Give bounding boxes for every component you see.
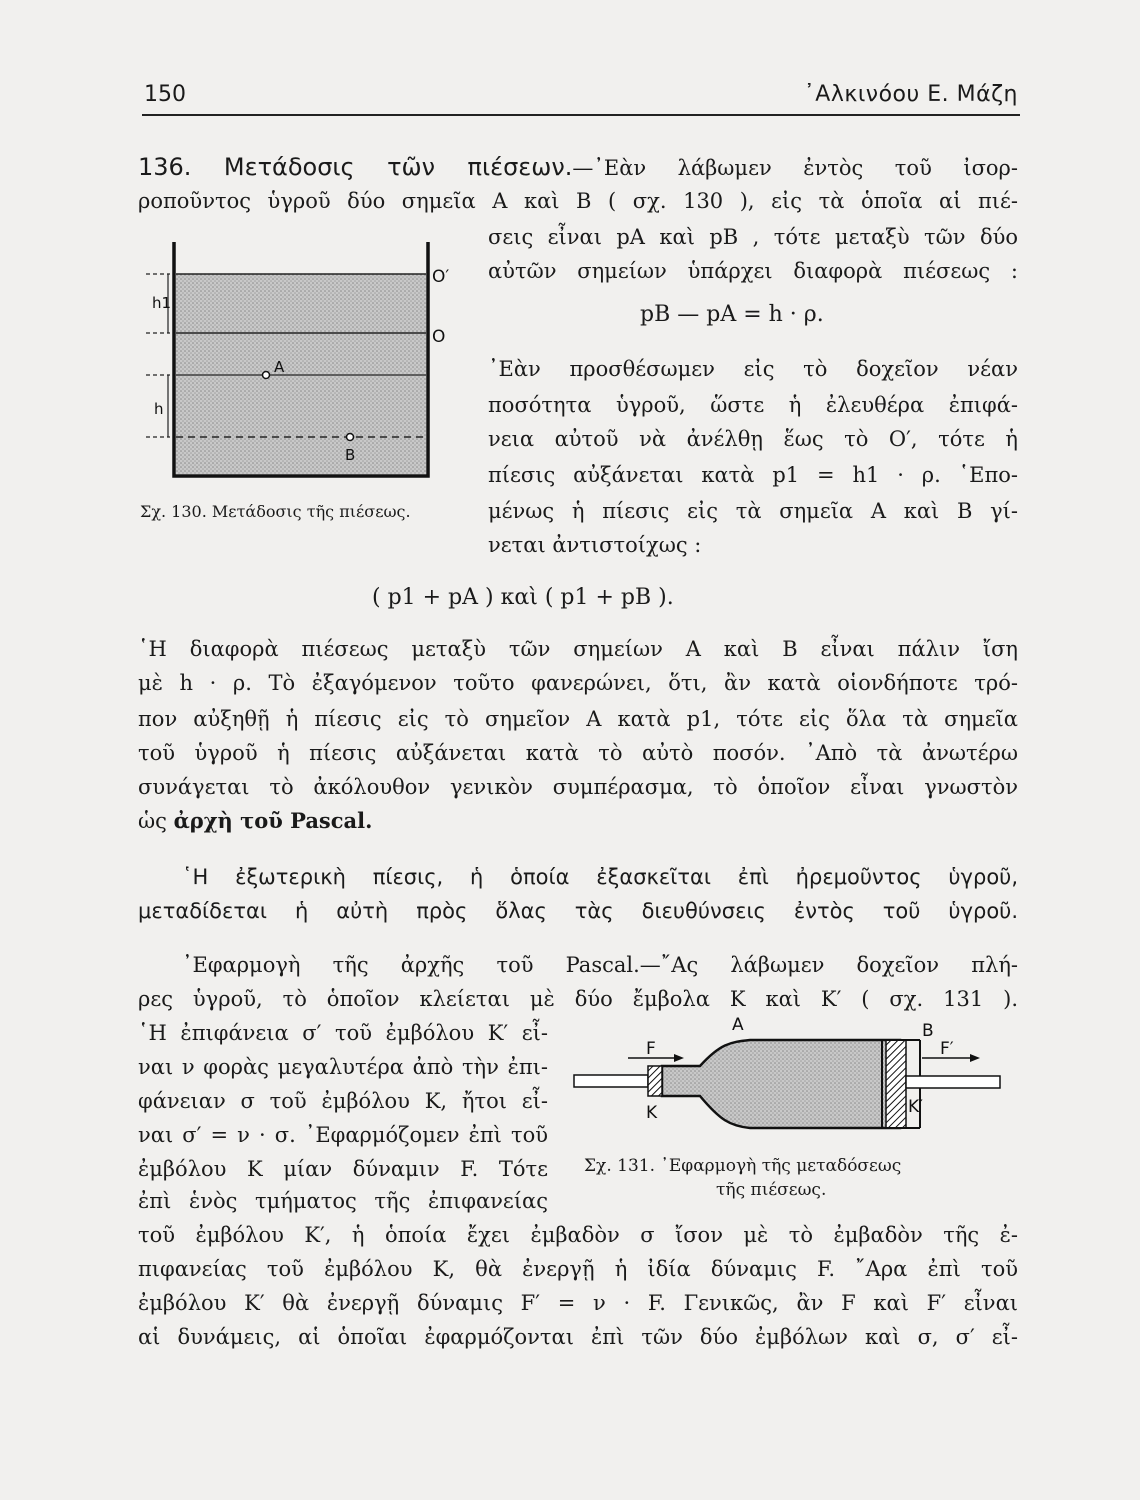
rod-small [574, 1075, 648, 1087]
label-b: B [345, 446, 356, 464]
pascal-line-start: ὡς [138, 809, 174, 833]
figure-130-caption: Σχ. 130. Μετάδοσις τῆς πιέσεως. [140, 502, 411, 521]
label-k-prime: K′ [908, 1097, 924, 1117]
label-a: A [732, 1015, 744, 1035]
paragraph-line: ἐμβόλου Κ μίαν δύναμιν F. Τότε [138, 1157, 548, 1181]
paragraph-line: μὲ h · ρ. Τὸ ἐξαγόμενον τοῦτο φανερώνει, ὅτι, ἂν κατὰ οἱονδήποτε τρό- [138, 671, 1018, 695]
paragraph-line: πιφανείας τοῦ ἐμβόλου Κ, θὰ ἐνεργῇ ἡ ἰδία δύναμις F. ῎Αρα ἐπὶ τοῦ [138, 1257, 1018, 1281]
figure-131-caption-line2: τῆς πιέσεως. [716, 1180, 827, 1200]
paragraph-line: τοῦ ὑγροῦ ἡ πίεσις αὐξάνεται κατὰ τὸ αὐτὸ ποσόν. ᾿Απὸ τὰ ἀνωτέρω [138, 741, 1018, 765]
label-f-prime: F′ [940, 1039, 954, 1059]
point-a [263, 372, 270, 379]
paragraph-line: ῾Η διαφορὰ πιέσεως μεταξὺ τῶν σημείων Α καὶ Β εἶναι πάλιν ἴση [138, 637, 1018, 661]
paragraph-line: τοῦ ἐμβόλου Κ′, ἡ ὁποία ἔχει ἐμβαδὸν σ ἴσον μὲ τὸ ἐμβαδὸν τῆς ἐ- [138, 1223, 1018, 1247]
rod-large [906, 1076, 1000, 1088]
label-b: B [922, 1021, 934, 1041]
figure-131-caption-line1: Σχ. 131. ᾿Εφαρμογὴ τῆς μεταδόσεως [584, 1156, 902, 1176]
pascal-line [138, 806, 1018, 836]
label-a: A [274, 358, 285, 376]
paragraph-line: αἱ δυνάμεις, αἱ ὁποῖαι ἐφαρμόζονται ἐπὶ τῶν δύο ἐμβόλων καὶ σ, σ′ εἶ- [138, 1325, 1018, 1349]
paragraph-line: αὐτῶν σημείων ὑπάρχει διαφορὰ πιέσεως : [488, 259, 1018, 283]
paragraph-line: φάνειαν σ τοῦ ἐμβόλου Κ, ἤτοι εἶ- [138, 1089, 548, 1113]
paragraph-line: ναι σ′ = ν · σ. ᾿Εφαρμόζομεν ἐπὶ τοῦ [138, 1123, 548, 1147]
piston-k-prime [886, 1040, 906, 1128]
paragraph-line: συνάγεται τὸ ἀκόλουθον γενικὸν συμπέρασμα, τὸ ὁποῖον εἶναι γνωστὸν [138, 775, 1018, 799]
paragraph-line: ῾Η ἐπιφάνεια σ′ τοῦ ἐμβόλου Κ′ εἶ- [138, 1021, 548, 1045]
paragraph-line: ἐπὶ ἑνὸς τμήματος τῆς ἐπιφανείας [138, 1189, 548, 1213]
paragraph-line: ρες ὑγροῦ, τὸ ὁποῖον κλείεται μὲ δύο ἔμβολα Κ καὶ Κ′ ( σχ. 131 ). [138, 987, 1018, 1011]
paragraph-line: ᾿Εὰν προσθέσωμεν εἰς τὸ δοχεῖον νέαν [488, 357, 1018, 381]
formula-pressure-difference: pB — pA = h · ρ. [640, 302, 824, 327]
section-title-rest: —᾿Εὰν λάβωμεν ἐντὸς τοῦ ἰσορ- [572, 156, 1019, 180]
arrow-f-prime [970, 1054, 980, 1062]
figure-131-hydraulic-press [570, 1014, 1010, 1140]
point-b [347, 434, 354, 441]
paragraph-line: ναι ν φορὰς μεγαλυτέρα ἀπὸ τὴν ἐπι- [138, 1055, 548, 1079]
running-head: ᾿Αλκινόου Ε. Μάζη [803, 82, 1018, 107]
paragraph-line: ποσότητα ὑγροῦ, ὥστε ἡ ἐλευθέρα ἐπιφά- [488, 393, 1018, 417]
label-f: F [646, 1039, 656, 1059]
paragraph-line: ροποῦντος ὑγροῦ δύο σημεῖα Α καὶ Β ( σχ. 130 ), εἰς τὰ ὁποῖα αἱ πιέ- [138, 189, 1018, 213]
arrow-f [674, 1054, 684, 1062]
piston-k [648, 1066, 662, 1096]
paragraph-line: νεια αὐτοῦ νὰ ἀνέλθῃ ἕως τὸ Ο′, τότε ἡ [488, 427, 1018, 451]
label-k: K [646, 1103, 658, 1123]
label-o-prime: O′ [432, 267, 450, 287]
paragraph-line: πίεσις αὐξάνεται κατὰ p1 = h1 · ρ. ῾Επο- [488, 463, 1018, 487]
liquid [176, 274, 426, 474]
paragraph-line: σεις εἶναι pA καὶ pB , τότε μεταξὺ τῶν δύο [488, 225, 1018, 249]
section-title-line [138, 152, 1018, 183]
label-h: h [154, 400, 164, 418]
section-title: 136. Μετάδοσις τῶν πιέσεων. [138, 153, 573, 181]
principle-line: μεταδίδεται ἡ αὐτὴ πρὸς ὅλας τὰς διευθύνσεις ἐντὸς τοῦ ὑγροῦ. [138, 899, 1018, 923]
paragraph-line: μένως ἡ πίεσις εἰς τὰ σημεῖα Α καὶ Β γί- [488, 499, 1018, 523]
page-header [142, 80, 1020, 116]
figure-130-vessel [140, 238, 450, 490]
principle-line: ῾Η ἐξωτερικὴ πίεσις, ἡ ὁποία ἐξασκεῖται ἐπὶ ἠρεμοῦντος ὑγροῦ, [182, 865, 1018, 889]
label-h1: h1 [152, 294, 172, 312]
paragraph-line: ἐμβόλου Κ′ θὰ ἐνεργῇ δύναμις F′ = ν · F. Γενικῶς, ἂν F καὶ F′ εἶναι [138, 1291, 1018, 1315]
paragraph-line: νεται ἀντιστοίχως : [488, 533, 702, 557]
vessel-body [662, 1040, 900, 1128]
paragraph-line: πον αὐξηθῇ ἡ πίεσις εἰς τὸ σημεῖον Α κατὰ p1, τότε εἰς ὅλα τὰ σημεῖα [138, 707, 1018, 731]
paragraph-line: ᾿Εφαρμογὴ τῆς ἀρχῆς τοῦ Pascal.—῎Ας λάβωμεν δοχεῖον πλή- [182, 953, 1018, 977]
label-o: O [432, 327, 446, 347]
formula-pressures: ( p1 + pA ) καὶ ( p1 + pB ). [372, 585, 674, 610]
page-number: 150 [144, 82, 186, 107]
pascal-principle: ἀρχὴ τοῦ Pascal. [173, 808, 373, 833]
